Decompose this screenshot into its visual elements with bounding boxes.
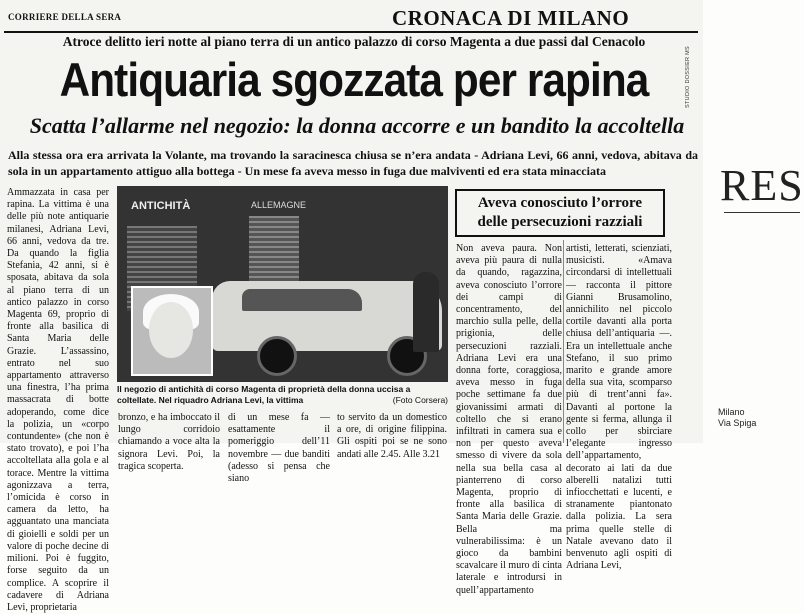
portrait-face: [149, 302, 193, 358]
background-page-caption: [718, 407, 756, 429]
article-column-bottom-1: bronzo, e ha imboccato il lungo corridoio chiamando a voce alta la signora Levi. Poi, la tragica scoperta.: [118, 412, 220, 472]
car-window: [242, 289, 362, 311]
headline: Antiquaria sgozzata per rapina: [59, 53, 649, 106]
masthead-rule: [4, 31, 698, 33]
policeman-figure: [413, 272, 439, 352]
archive-credit: STUDIO DOSSIER MS: [685, 46, 691, 108]
background-place-1: Milano: [718, 407, 745, 417]
sidebar-title-line-2: delle persecuzioni razziali: [477, 214, 643, 230]
victim-portrait-inset: [131, 286, 213, 376]
photo-caption: [117, 384, 448, 405]
sidebar-title-box: [455, 189, 665, 237]
article-column-bottom-3: to servito da un domestico a ore, di origine filippina. Gli ospiti poi se ne sono andati alle 2.45. Alle 3.21: [337, 412, 447, 460]
caption-text: Il negozio di antichità di corso Magenta di proprietà della donna uccisa a coltellate. Nel riquadro Adriana Levi, la vittima: [117, 384, 411, 405]
sidebar-column-1: Non aveva paura. Non aveva più paura di nulla da quando, ragazzina, aveva conosciuto l’orrore dei campi di concentramento, del marchio sulla pelle, della prigionia, delle persecuzioni razziali. Adriana Levi era una donna forte, coraggiosa, aveva messo in fuga poche settimane fa due giovanissimi armati di coltello che si erano infiltrati in camera sua e non per questo aveva smesso di vivere da sola nella sua bella casa al pianterreno di corso Magenta, proprio di fronte alla basilica di Santa Maria delle Grazie. Bella ma vulnerabilissima: è un gioco da bambini scavalcare il muro di cinta laterale e introdursi in quell’appartamento: [456, 243, 562, 596]
background-page-headline: RES: [720, 161, 804, 210]
shop-sign: ANTICHITÀ: [131, 200, 191, 212]
sidebar-column-2: artisti, letterati, scienziati, musicisti. «Amava circondarsi di intellettuali — racconta il pittore Gianni Brusamolino, annichilito nel piccolo cortile davanti alla porta chiusa dell’antiquaria —. Era un intellettuale anche Stefano, il suo primo marito e grande amore della sua vita, scomparso più di trent’anni fa». Davanti al portone la gente si ferma, allunga il collo per sbirciare l’elegante ingresso dell’appartamento, decorato ai lati da due alberelli natalizi tutti infiocchettati e lucenti, e stranamente piantonato dalla polizia. La sera prima quelle stelle di Natale avevano dato il benvenuto agli ospiti di Adriana Levi,: [566, 243, 672, 572]
shop-photo: [117, 186, 448, 382]
masthead: [4, 3, 699, 33]
background-place-2: Via Spiga: [718, 418, 757, 428]
photo-credit: (Foto Corsera): [392, 394, 448, 405]
section-title: CRONACA DI MILANO: [392, 6, 630, 30]
kicker: Atroce delitto ieri notte al piano terra di un antico palazzo di corso Magenta a due passi dal Cenacolo: [62, 34, 646, 49]
paper-name: CORRIERE DELLA SERA: [8, 12, 122, 22]
article-column-bottom-2: di un mese fa — esattamente il pomeriggio dell’11 novembre — due banditi (adesso si pensa che siano: [228, 412, 330, 485]
article-column-left: Ammazzata in casa per rapina. La vittima è una delle più note antiquarie milanesi, Adriana Levi, 66 anni, vedova da tre. Da quando la figlia Stefania, 42 anni, si è sposata, abitava da sola al piano terra di un antico palazzo in corso Magenta 69, proprio di fronte alla basilica di Santa Maria delle Grazie. L’assassino, entrato nel suo appartamento attraverso una finestra, l’ha prima massacrata di botte adoperando, come dice la polizia, un «corpo contundente» (che non è stato trovato), e poi l’ha accoltellata alla gola e al torace. Mentre la vittima agonizzava a terra, l’omicida è corso in camera da letto, ha agguantato una manciata di gioielli e soldi per un valore di poche decine di milioni. Poi è fuggito, forse seguito da un complice. A scoprire il cadavere di Adriana Levi, proprietaria: [7, 187, 109, 613]
sidebar-title: [457, 194, 663, 232]
column-divider: [563, 240, 564, 443]
sidebar-title-line-1: Aveva conosciuto l’orrore: [477, 195, 643, 211]
shop-sign-right: ALLEMAGNE: [251, 200, 307, 210]
car-wheel: [257, 336, 297, 376]
summary: Alla stessa ora era arrivata la Volante, ma trovando la saracinesca chiusa se n’era andata - Adriana Levi, 66 anni, vedova, abitava da sola in un appartamento attiguo alla bottega - Un mese fa aveva messo in fuga due malviventi ed era stata minacciata: [8, 148, 698, 178]
subhead: Scatta l’allarme nel negozio: la donna accorre e un bandito la accoltella: [29, 113, 685, 138]
background-page-rule: [724, 212, 800, 213]
